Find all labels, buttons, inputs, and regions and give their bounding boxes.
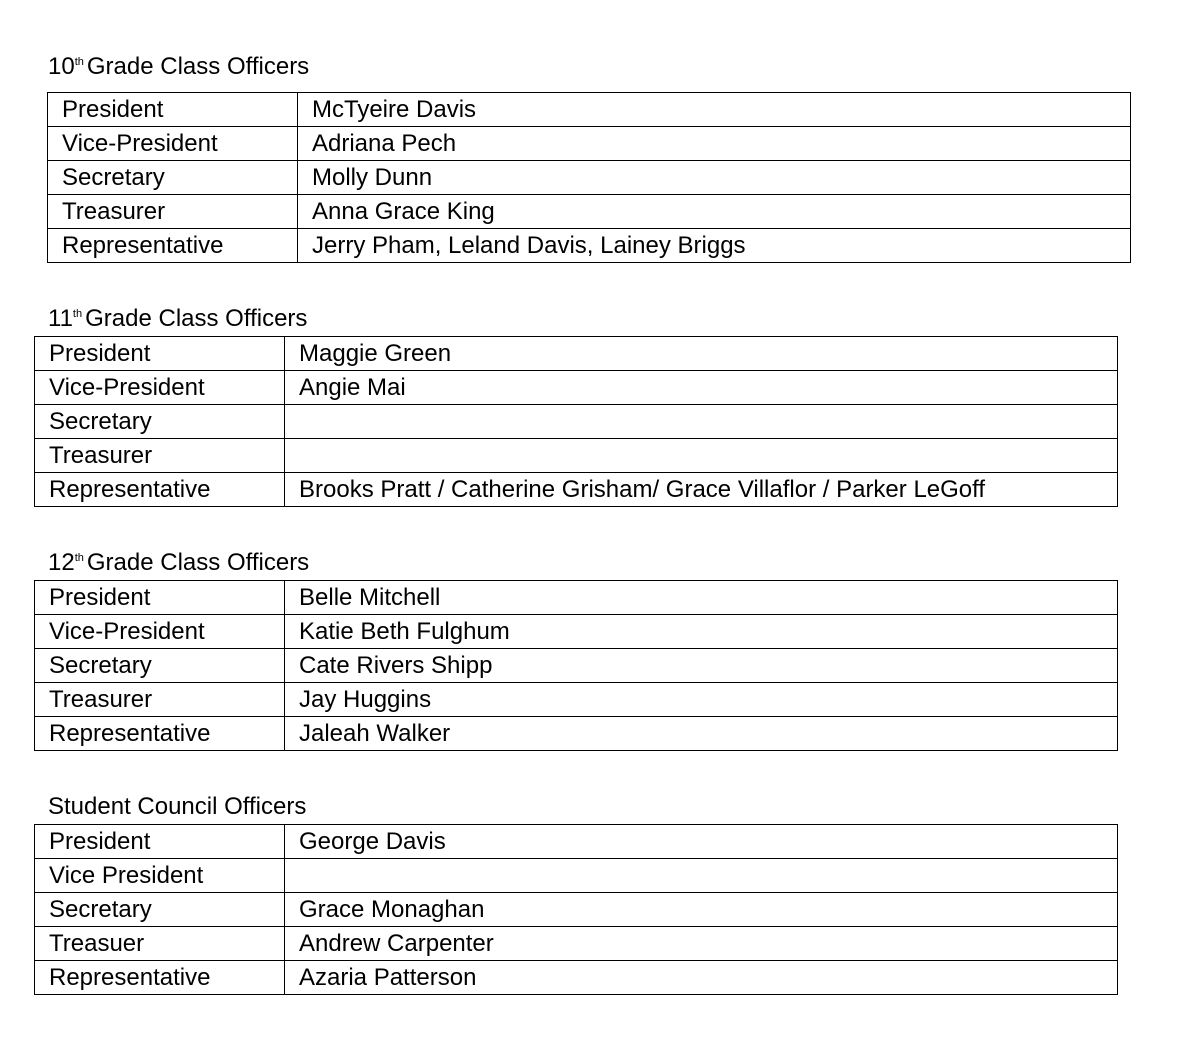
table-row (35, 439, 1118, 473)
role-cell: Vice-President (35, 371, 285, 405)
officers-table-11th-grade (34, 336, 1118, 507)
role-cell: Vice-President (48, 127, 298, 161)
table-row (35, 371, 1118, 405)
role-cell: Treasurer (35, 439, 285, 473)
section-title-number: 11 (48, 305, 73, 332)
name-cell: Molly Dunn (298, 161, 1131, 195)
table-row (48, 195, 1131, 229)
name-cell (285, 405, 1118, 439)
section-title-10th-grade (48, 52, 309, 82)
table-row (35, 961, 1118, 995)
table-row (35, 683, 1118, 717)
table-row (35, 649, 1118, 683)
name-cell: Maggie Green (285, 337, 1118, 371)
name-cell: Grace Monaghan (285, 893, 1118, 927)
role-cell: Representative (48, 229, 298, 263)
name-cell: Cate Rivers Shipp (285, 649, 1118, 683)
name-cell: Adriana Pech (298, 127, 1131, 161)
name-cell: Jerry Pham, Leland Davis, Lainey Briggs (298, 229, 1131, 263)
role-cell: Representative (35, 961, 285, 995)
name-cell: Angie Mai (285, 371, 1118, 405)
table-row (35, 405, 1118, 439)
name-cell: George Davis (285, 825, 1118, 859)
table-row (35, 581, 1118, 615)
name-cell: Anna Grace King (298, 195, 1131, 229)
section-title-11th-grade (48, 304, 307, 334)
role-cell: President (48, 93, 298, 127)
section-title-number: 12 (48, 549, 75, 576)
table-row (35, 927, 1118, 961)
table-row (48, 127, 1131, 161)
section-title-suffix: th (74, 56, 84, 68)
section-title-number: 10 (48, 53, 75, 80)
role-cell: President (35, 825, 285, 859)
table-row (35, 893, 1118, 927)
officers-table-12th-grade (34, 580, 1118, 751)
section-title-text: Grade Class Officers (86, 53, 310, 80)
table-row (48, 93, 1131, 127)
officers-table-10th-grade (47, 92, 1131, 263)
role-cell: President (35, 581, 285, 615)
section-title-12th-grade (48, 548, 309, 578)
section-title-text: Grade Class Officers (86, 549, 310, 576)
table-row (48, 161, 1131, 195)
table-row (35, 859, 1118, 893)
table-row (35, 337, 1118, 371)
role-cell: Vice-President (35, 615, 285, 649)
role-cell: Representative (35, 473, 285, 507)
name-cell: Belle Mitchell (285, 581, 1118, 615)
name-cell: Brooks Pratt / Catherine Grisham/ Grace Villaflor / Parker LeGoff (285, 473, 1118, 507)
name-cell: McTyeire Davis (298, 93, 1131, 127)
section-title-suffix: th (74, 552, 84, 564)
name-cell: Azaria Patterson (285, 961, 1118, 995)
name-cell (285, 859, 1118, 893)
table-row (35, 825, 1118, 859)
role-cell: Treasuer (35, 927, 285, 961)
section-title-student-council (48, 792, 306, 822)
role-cell: Treasurer (48, 195, 298, 229)
section-title-text: Grade Class Officers (85, 305, 308, 332)
role-cell: Secretary (35, 405, 285, 439)
section-title-suffix: th (72, 308, 83, 320)
officers-table-student-council (34, 824, 1118, 995)
role-cell: Secretary (35, 649, 285, 683)
name-cell: Jaleah Walker (285, 717, 1118, 751)
role-cell: Vice President (35, 859, 285, 893)
section-title-text: Student Council Officers (48, 793, 307, 820)
role-cell: Secretary (35, 893, 285, 927)
role-cell: President (35, 337, 285, 371)
role-cell: Secretary (48, 161, 298, 195)
name-cell: Jay Huggins (285, 683, 1118, 717)
table-row (35, 473, 1118, 507)
table-row (35, 717, 1118, 751)
name-cell: Andrew Carpenter (285, 927, 1118, 961)
name-cell: Katie Beth Fulghum (285, 615, 1118, 649)
role-cell: Representative (35, 717, 285, 751)
table-row (48, 229, 1131, 263)
role-cell: Treasurer (35, 683, 285, 717)
name-cell (285, 439, 1118, 473)
table-row (35, 615, 1118, 649)
